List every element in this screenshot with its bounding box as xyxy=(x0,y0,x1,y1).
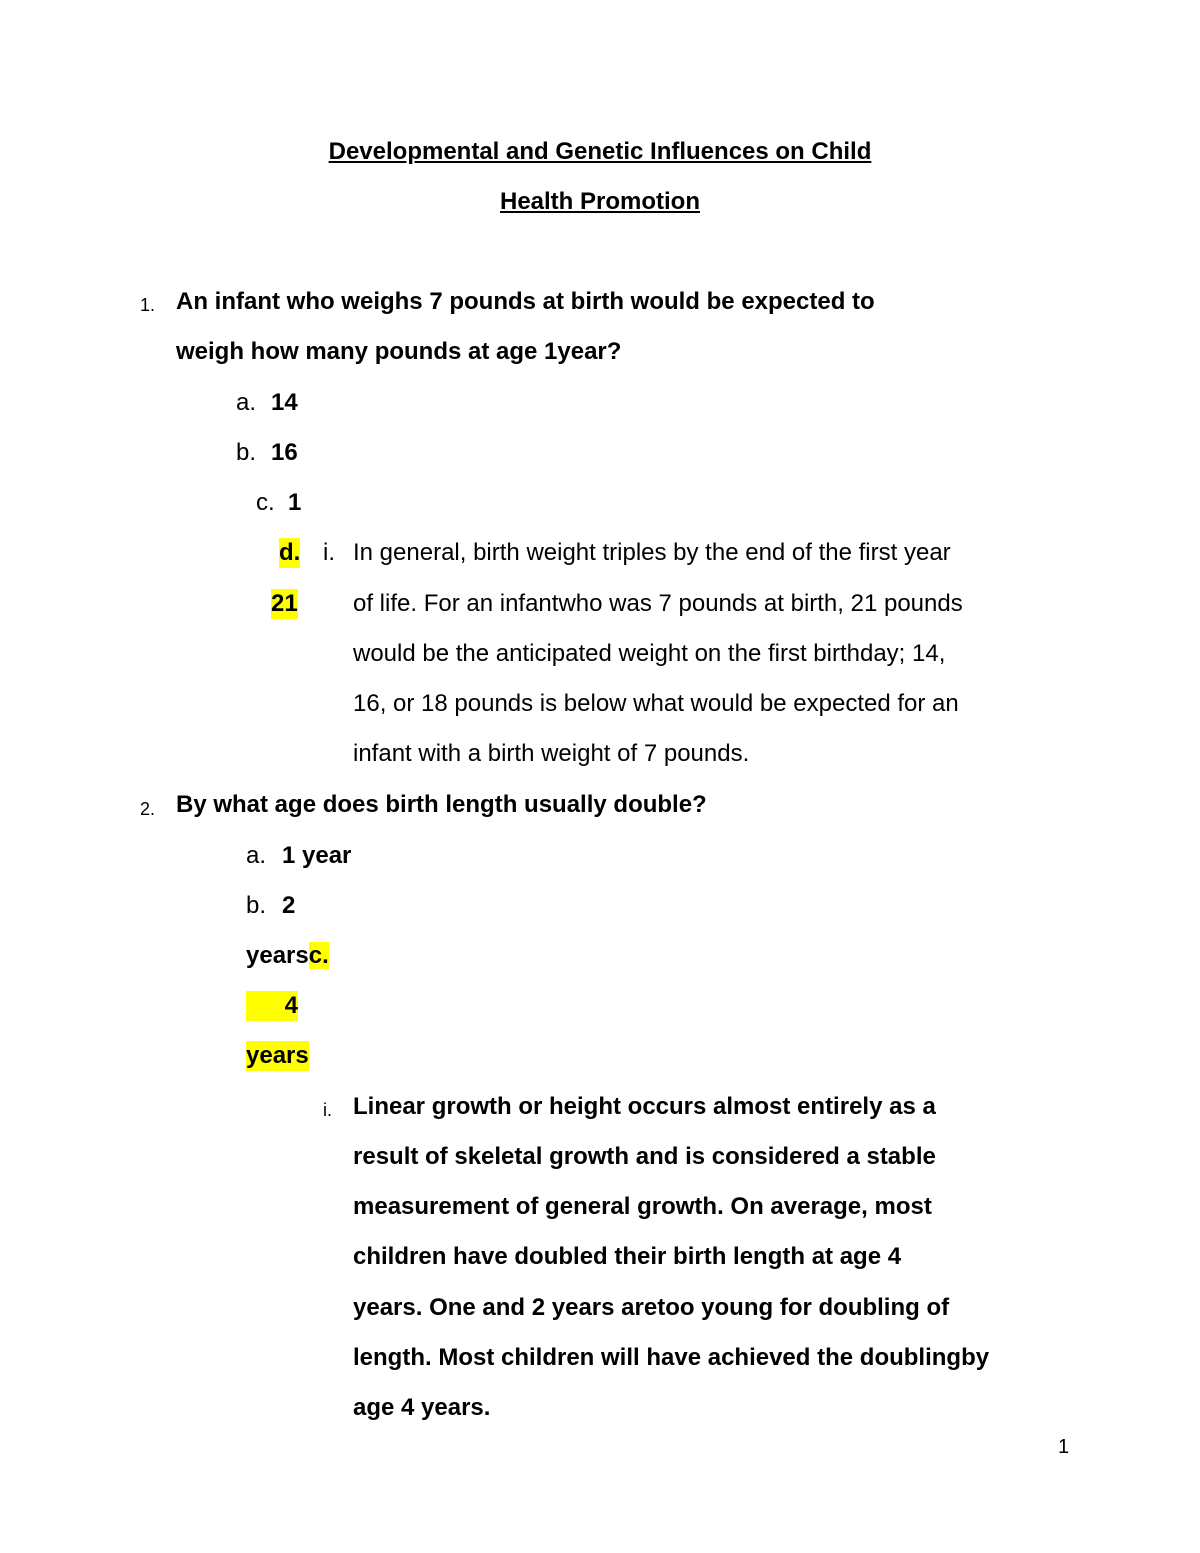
q2-option-c-years: years xyxy=(246,1042,309,1069)
q1-option-c-letter: c. xyxy=(256,489,275,516)
q1-rationale-line: In general, birth weight triples by the end of the first year xyxy=(353,539,951,566)
q2-option-c-letter: c. xyxy=(308,942,329,969)
q2-rationale-line: length. Most children will have achieved the doublingby xyxy=(353,1344,990,1371)
q2-rationale-line: measurement of general growth. On average, most xyxy=(353,1193,932,1220)
question-2-number: 2. xyxy=(140,799,156,819)
q2-rationale-line: result of skeletal growth and is considered a stable xyxy=(353,1143,936,1170)
q2-rationale-line: children have doubled their birth length at age 4 xyxy=(353,1243,902,1270)
q1-rationale-line: infant with a birth weight of 7 pounds. xyxy=(353,740,750,767)
question-2-stem-line1: By what age does birth length usually double? xyxy=(176,791,707,818)
q1-option-d-text: 21 xyxy=(271,590,298,617)
page-number: 1 xyxy=(1058,1436,1070,1458)
q2-rationale-line: age 4 years. xyxy=(353,1394,491,1421)
q1-option-b-text: 16 xyxy=(271,439,298,466)
document-title-line2: Health Promotion xyxy=(499,188,700,215)
q1-rationale-line: 16, or 18 pounds is below what would be expected for an xyxy=(353,690,959,717)
q2-option-c-number: 4 xyxy=(246,991,298,1021)
q1-option-a-text: 14 xyxy=(271,389,298,416)
q1-rationale-marker: i. xyxy=(323,539,335,566)
q1-rationale-line: would be the anticipated weight on the first birthday; 14, xyxy=(353,640,946,667)
q1-option-c-text: 1 xyxy=(288,489,302,516)
q1-option-a-letter: a. xyxy=(236,389,257,416)
document-title-line1: Developmental and Genetic Influences on Child xyxy=(328,138,872,165)
q2-option-b-text: 2 xyxy=(282,892,296,919)
question-1-stem-line2: weigh how many pounds at age 1year? xyxy=(176,338,622,365)
q2-option-b-years: years xyxy=(246,942,309,969)
question-1-stem-line1: An infant who weighs 7 pounds at birth would be expected to xyxy=(176,288,875,315)
q2-rationale-marker: i. xyxy=(323,1100,332,1120)
q2-rationale-line: years. One and 2 years aretoo young for doubling of xyxy=(353,1294,950,1321)
q2-option-a-text: 1 year xyxy=(282,842,352,869)
q2-rationale-line: Linear growth or height occurs almost entirely as a xyxy=(353,1093,936,1120)
q1-rationale-line: of life. For an infantwho was 7 pounds at birth, 21 pounds xyxy=(353,590,963,617)
q2-option-b-text-wrap xyxy=(246,941,329,971)
question-1-number: 1. xyxy=(140,295,156,315)
q1-option-d-letter: d. xyxy=(279,539,301,566)
q2-option-a-letter: a. xyxy=(246,842,267,869)
q2-option-b-letter: b. xyxy=(246,892,267,919)
q1-option-b-letter: b. xyxy=(236,439,257,466)
